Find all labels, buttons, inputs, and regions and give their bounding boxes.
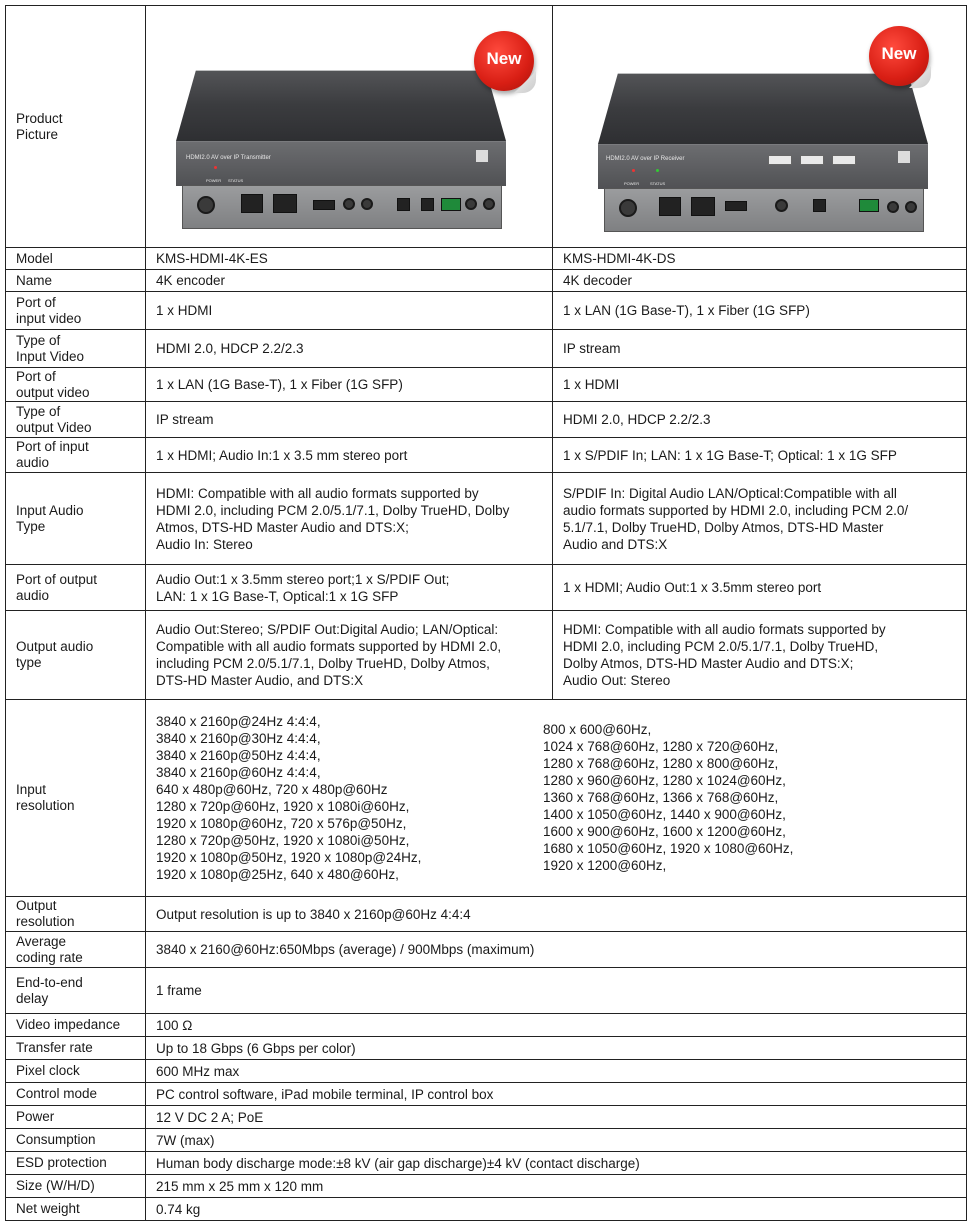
row-output-audio-type — [6, 611, 967, 700]
label-coding-rate: Average coding rate — [6, 932, 146, 968]
new-badge — [869, 26, 929, 86]
label-pixel-clock: Pixel clock — [6, 1060, 146, 1083]
encoder-picture-cell — [146, 6, 553, 248]
label-consumption: Consumption — [6, 1129, 146, 1152]
label-input-resolution: Input resolution — [6, 700, 146, 897]
new-badge — [474, 31, 534, 91]
input-audio-type-decoder: S/PDIF In: Digital Audio LAN/Optical:Compatible with all audio formats supported by HDMI 2.0, including PCM 2.0/ 5.1/7.1, Dolby TrueHD, Dolby Atmos, DTS-HD Master Audio and DTS:X — [553, 473, 967, 565]
optical-port-icon — [273, 194, 297, 213]
status-led-icon — [656, 169, 659, 172]
decoder-led2-label: STATUS — [650, 181, 666, 186]
row-consumption — [6, 1129, 967, 1152]
port-input-video-decoder: 1 x LAN (1G Base-T), 1 x Fiber (1G SFP) — [553, 292, 967, 330]
label-delay: End-to-end delay — [6, 968, 146, 1014]
label-weight: Net weight — [6, 1198, 146, 1221]
label-control-mode: Control mode — [6, 1083, 146, 1106]
label-type-output-video: Type of output Video — [6, 402, 146, 438]
label-name: Name — [6, 270, 146, 292]
row-power — [6, 1106, 967, 1129]
lan-port-icon — [241, 194, 263, 213]
terminal-block-icon — [859, 199, 879, 212]
esd-value: Human body discharge mode:±8 kV (air gap discharge)±4 kV (contact discharge) — [146, 1152, 967, 1175]
hdmi-port-icon — [313, 200, 335, 210]
decoder-picture — [553, 6, 966, 247]
delay-value: 1 frame — [146, 968, 967, 1014]
size-value: 215 mm x 25 mm x 120 mm — [146, 1175, 967, 1198]
pixel-clock-value: 600 MHz max — [146, 1060, 967, 1083]
name-encoder: 4K encoder — [146, 270, 553, 292]
encoder-led2-label: STATUS — [228, 178, 244, 183]
ir-out-port-icon — [905, 201, 917, 213]
power-value: 12 V DC 2 A; PoE — [146, 1106, 967, 1129]
power-led-icon — [632, 169, 635, 172]
audio-out-port-icon — [361, 198, 373, 210]
row-port-input-video — [6, 292, 967, 330]
label-port-input-video: Port of input video — [6, 292, 146, 330]
label-port-input-audio: Port of input audio — [6, 438, 146, 473]
row-type-input-video — [6, 330, 967, 368]
hdmi-port-icon — [725, 201, 747, 211]
weight-value: 0.74 kg — [146, 1198, 967, 1221]
lan-port-icon — [659, 197, 681, 216]
row-weight — [6, 1198, 967, 1221]
label-input-audio-type: Input Audio Type — [6, 473, 146, 565]
row-coding-rate — [6, 932, 967, 968]
row-port-output-video — [6, 368, 967, 402]
label-output-resolution: Output resolution — [6, 897, 146, 932]
label-type-input-video: Type of Input Video — [6, 330, 146, 368]
decoder-picture-cell — [553, 6, 967, 248]
row-port-input-audio — [6, 438, 967, 473]
model-decoder: KMS-HDMI-4K-DS — [553, 248, 967, 270]
type-input-video-encoder: HDMI 2.0, HDCP 2.2/2.3 — [146, 330, 553, 368]
port-output-audio-decoder: 1 x HDMI; Audio Out:1 x 3.5mm stereo port — [553, 565, 967, 611]
row-model — [6, 248, 967, 270]
usb-port-icon — [768, 155, 792, 165]
row-transfer-rate — [6, 1037, 967, 1060]
consumption-value: 7W (max) — [146, 1129, 967, 1152]
label-impedance: Video impedance — [6, 1014, 146, 1037]
ir-out-port-icon — [483, 198, 495, 210]
row-control-mode — [6, 1083, 967, 1106]
row-input-audio-type — [6, 473, 967, 565]
transfer-rate-value: Up to 18 Gbps (6 Gbps per color) — [146, 1037, 967, 1060]
port-input-audio-decoder: 1 x S/PDIF In; LAN: 1 x 1G Base-T; Optical: 1 x 1G SFP — [553, 438, 967, 473]
spec-table — [5, 5, 967, 1221]
row-output-resolution — [6, 897, 967, 932]
spdif-port-icon — [397, 198, 410, 211]
label-size: Size (W/H/D) — [6, 1175, 146, 1198]
usb-port-icon — [800, 155, 824, 165]
row-size — [6, 1175, 967, 1198]
impedance-value: 100 Ω — [146, 1014, 967, 1037]
type-input-video-decoder: IP stream — [553, 330, 967, 368]
name-decoder: 4K decoder — [553, 270, 967, 292]
output-audio-type-decoder: HDMI: Compatible with all audio formats supported by HDMI 2.0, including PCM 2.0/5.1/7.1, Dolby TrueHD, Dolby Atmos, DTS-HD Master Audio and DTS:X; Audio Out: Stereo — [553, 611, 967, 700]
usb-port-icon — [832, 155, 856, 165]
decoder-face-label: HDMI2.0 AV over IP Receiver — [606, 156, 685, 162]
power-led-icon — [214, 166, 217, 169]
ir-port-icon — [887, 201, 899, 213]
input-resolution-list-right: 800 x 600@60Hz, 1024 x 768@60Hz, 1280 x 720@60Hz, 1280 x 768@60Hz, 1280 x 800@60Hz, 1280 x 960@60Hz, 1280 x 1024@60Hz, 1360 x 768@60Hz, 1366 x 768@60Hz, 1400 x 1050@60Hz, 1440 x 900@60Hz, 1600 x 900@60Hz, 1600 x 1200@60Hz, 1680 x 1050@60Hz, 1920 x 1080@60Hz, 1920 x 1200@60Hz, — [543, 722, 794, 873]
row-port-output-audio — [6, 565, 967, 611]
label-output-audio-type: Output audio type — [6, 611, 146, 700]
port-output-video-decoder: 1 x HDMI — [553, 368, 967, 402]
encoder-led1-label: POWER — [206, 178, 222, 183]
decoder-led1-label: POWER — [624, 181, 640, 186]
spdif-port-icon — [813, 199, 826, 212]
row-impedance — [6, 1014, 967, 1037]
input-resolution-list-left: 3840 x 2160p@24Hz 4:4:4, 3840 x 2160p@30Hz 4:4:4, 3840 x 2160p@50Hz 4:4:4, 3840 x 2160p@60Hz 4:4:4, 640 x 480p@60Hz, 720 x 480p@60Hz 1280 x 720p@60Hz, 1920 x 1080i@60Hz, 1920 x 1080p@60Hz, 720 x 576p@50Hz, 1280 x 720p@50Hz, 1920 x 1080i@50Hz, 1920 x 1080p@50Hz, 1920 x 1080p@24Hz, 1920 x 1080p@25Hz, 640 x 480@60Hz, — [156, 714, 422, 882]
label-esd: ESD protection — [6, 1152, 146, 1175]
audio-out-port-icon — [775, 199, 788, 212]
encoder-face-label: HDMI2.0 AV over IP Transmitter — [186, 155, 271, 161]
audio-in-port-icon — [343, 198, 355, 210]
row-delay — [6, 968, 967, 1014]
label-power: Power — [6, 1106, 146, 1129]
control-mode-value: PC control software, iPad mobile terminal, IP control box — [146, 1083, 967, 1106]
usb-host-port-icon — [421, 198, 434, 211]
row-pixel-clock — [6, 1060, 967, 1083]
row-input-resolution — [6, 700, 967, 897]
row-type-output-video — [6, 402, 967, 438]
logo-icon — [476, 150, 488, 162]
dc-power-port-icon — [619, 199, 637, 217]
row-name — [6, 270, 967, 292]
label-transfer-rate: Transfer rate — [6, 1037, 146, 1060]
row-esd — [6, 1152, 967, 1175]
input-resolution-cell — [146, 700, 967, 897]
model-encoder: KMS-HDMI-4K-ES — [146, 248, 553, 270]
port-output-video-encoder: 1 x LAN (1G Base-T), 1 x Fiber (1G SFP) — [146, 368, 553, 402]
terminal-block-icon — [441, 198, 461, 211]
label-port-output-video: Port of output video — [6, 368, 146, 402]
label-port-output-audio: Port of output audio — [6, 565, 146, 611]
coding-rate-value: 3840 x 2160@60Hz:650Mbps (average) / 900Mbps (maximum) — [146, 932, 967, 968]
port-output-audio-encoder: Audio Out:1 x 3.5mm stereo port;1 x S/PDIF Out; LAN: 1 x 1G Base-T, Optical:1 x 1G SFP — [146, 565, 553, 611]
type-output-video-encoder: IP stream — [146, 402, 553, 438]
type-output-video-decoder: HDMI 2.0, HDCP 2.2/2.3 — [553, 402, 967, 438]
ir-port-icon — [465, 198, 477, 210]
encoder-picture — [146, 6, 552, 247]
port-input-video-encoder: 1 x HDMI — [146, 292, 553, 330]
port-input-audio-encoder: 1 x HDMI; Audio In:1 x 3.5 mm stereo port — [146, 438, 553, 473]
new-badge-text: New — [881, 44, 917, 63]
label-product-picture: Product Picture — [6, 6, 146, 248]
label-model: Model — [6, 248, 146, 270]
logo-icon — [898, 151, 910, 163]
optical-port-icon — [691, 197, 715, 216]
output-resolution-value: Output resolution is up to 3840 x 2160p@60Hz 4:4:4 — [146, 897, 967, 932]
new-badge-text: New — [486, 49, 522, 68]
row-product-picture — [6, 6, 967, 248]
input-audio-type-encoder: HDMI: Compatible with all audio formats supported by HDMI 2.0, including PCM 2.0/5.1/7.1, Dolby TrueHD, Dolby Atmos, DTS-HD Master Audio and DTS:X; Audio In: Stereo — [146, 473, 553, 565]
dc-power-port-icon — [197, 196, 215, 214]
output-audio-type-encoder: Audio Out:Stereo; S/PDIF Out:Digital Audio; LAN/Optical: Compatible with all audio formats supported by HDMI 2.0, including PCM 2.0/5.1/7.1, Dolby TrueHD, Dolby Atmos, DTS-HD Master Audio, and DTS:X — [146, 611, 553, 700]
